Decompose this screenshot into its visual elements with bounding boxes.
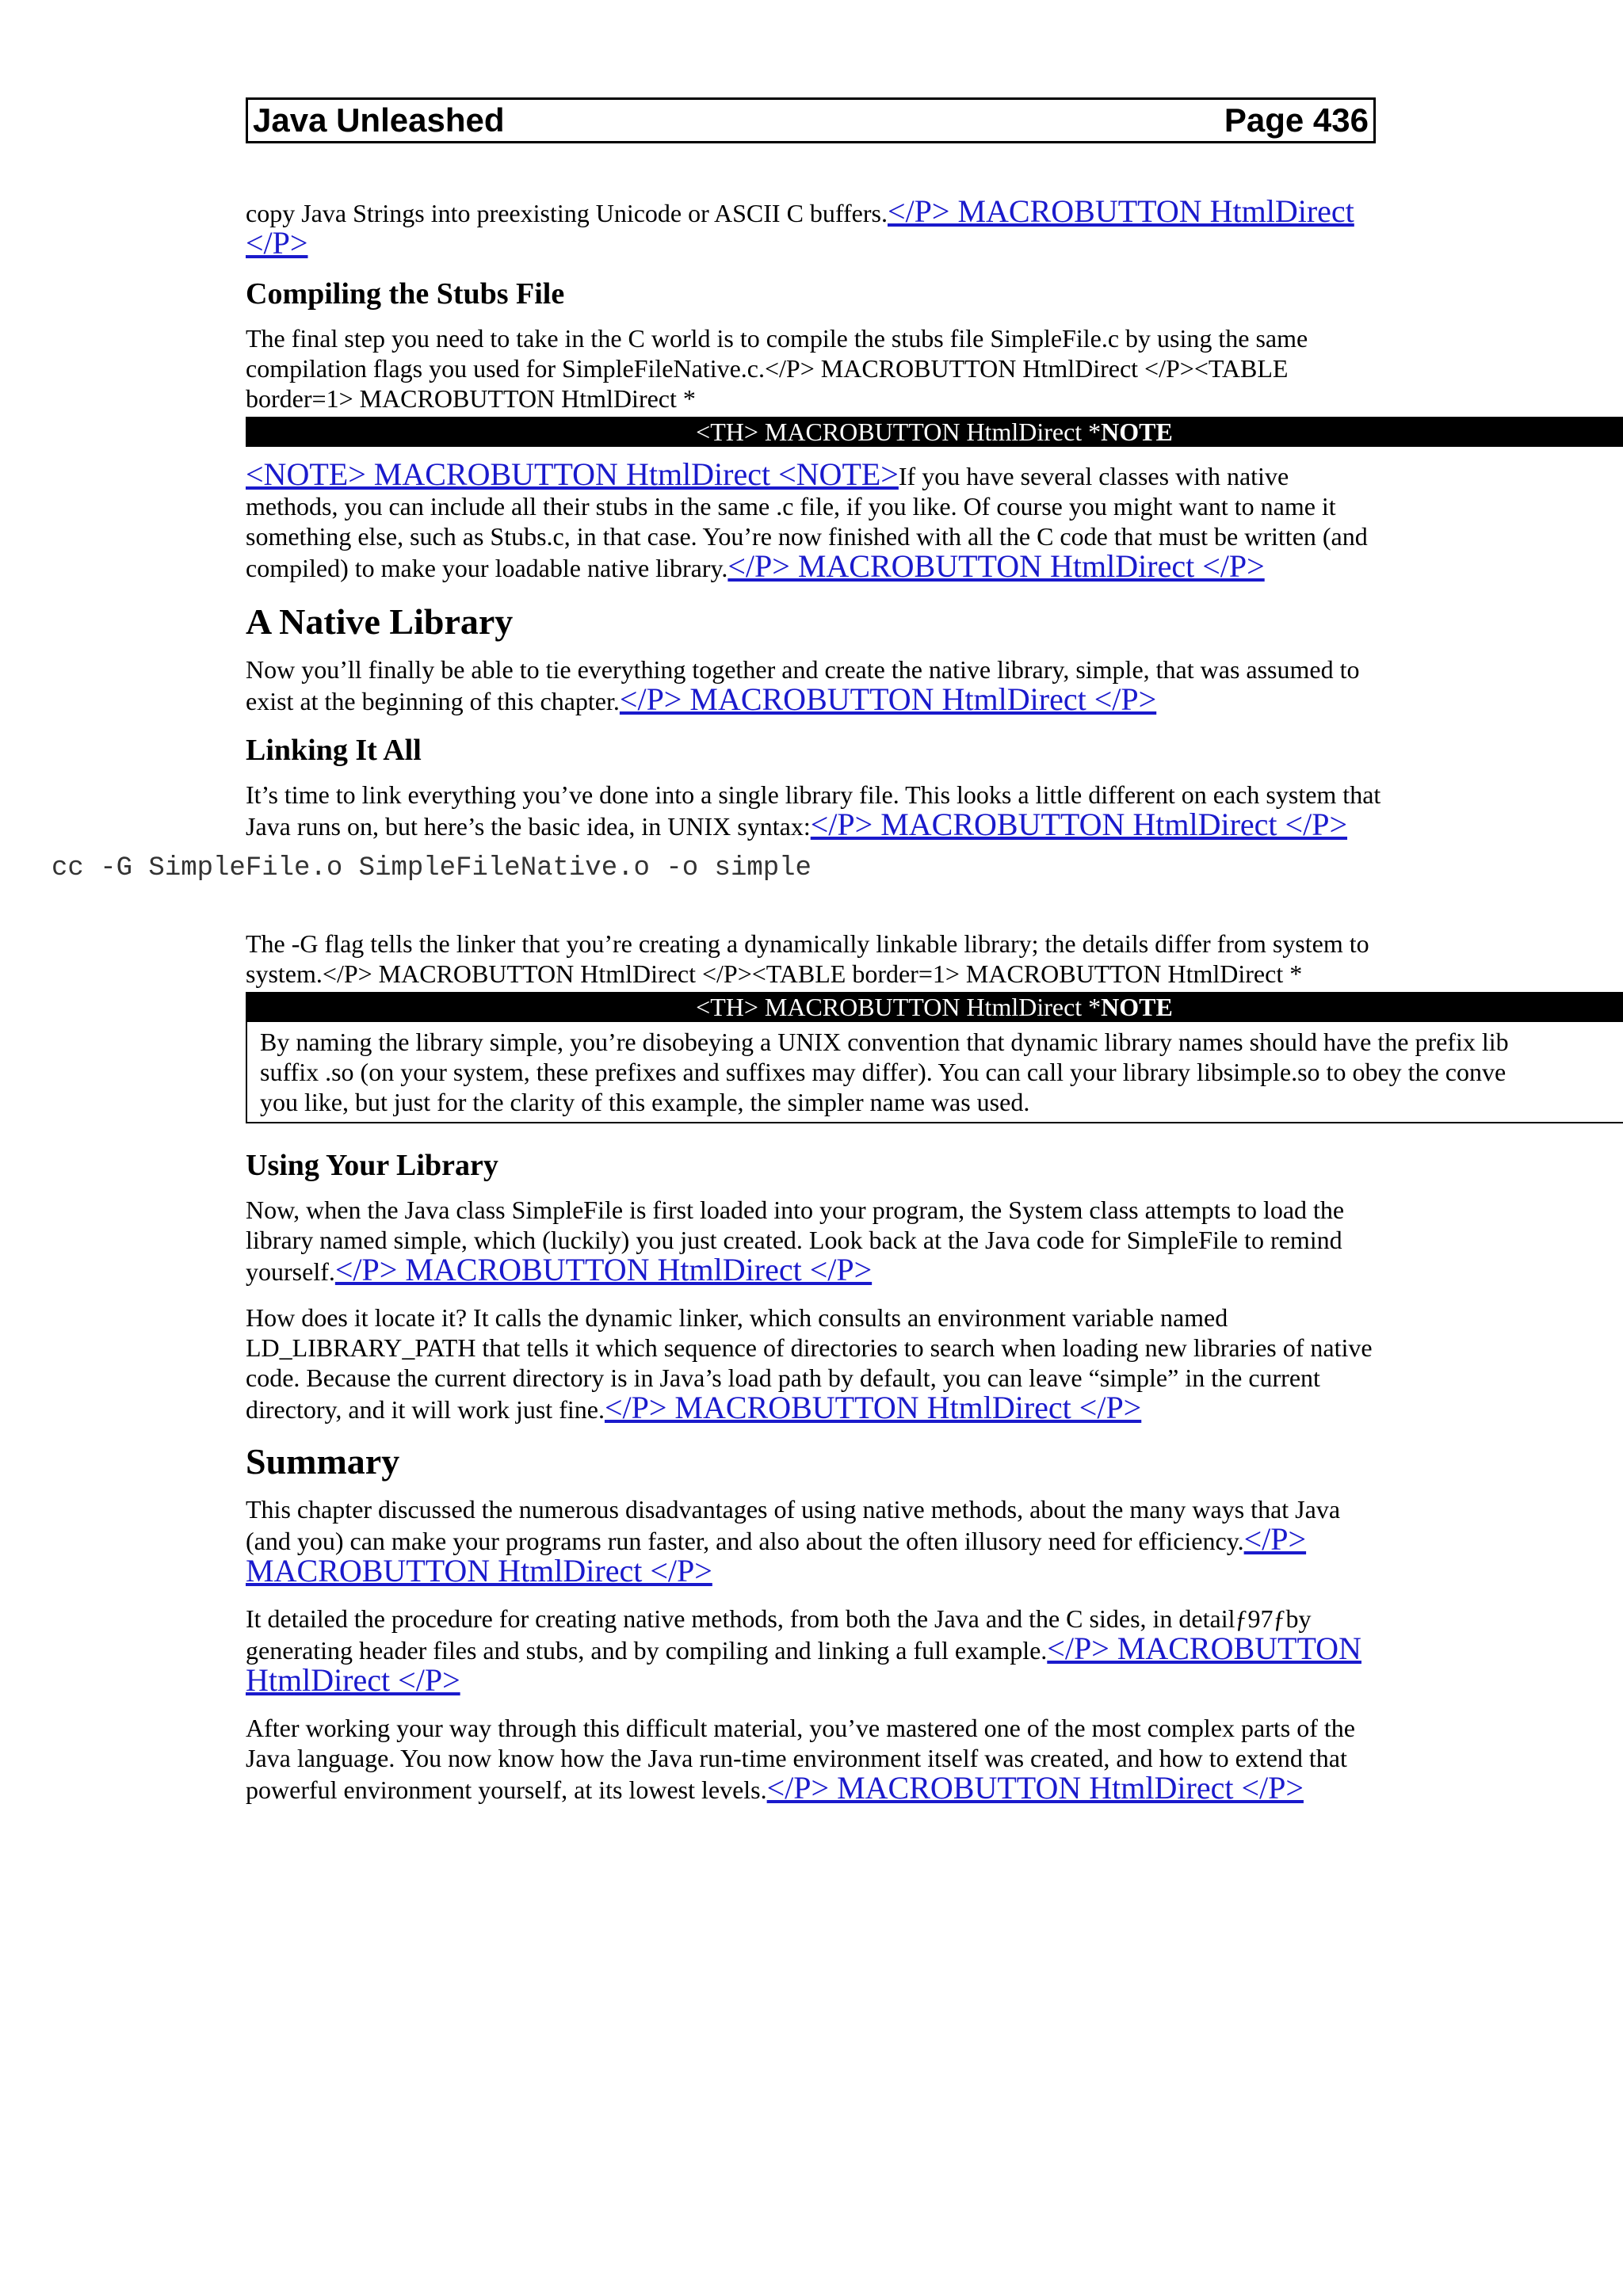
paragraph-text: After working your way through this difficult material, you’ve mastered one of the most complex parts of the Java language. You now know how the Java run-time environment itself was created, and how to extend that powerful environment yourself, at its lowest levels. [246, 1714, 1355, 1804]
macrobutton-link[interactable]: </P> MACROBUTTON HtmlDirect </P> [810, 807, 1348, 842]
page-number: Page 436 [1224, 101, 1369, 139]
macrobutton-link[interactable]: </P> MACROBUTTON HtmlDirect </P> [619, 681, 1157, 717]
note-bar-prefix: <TH> MACROBUTTON HtmlDirect * [696, 993, 1102, 1021]
macrobutton-link[interactable]: </P> MACROBUTTON HtmlDirect </P> [246, 193, 1354, 261]
page-header [246, 97, 1376, 143]
paragraph-summary-2 [246, 1604, 1385, 1697]
heading-compiling-stubs: Compiling the Stubs File [246, 277, 565, 311]
paragraph-intro [246, 193, 1385, 261]
heading-summary: Summary [246, 1441, 400, 1482]
paragraph-text: It detailed the procedure for creating native methods, from both the Java and the C sides, in detailƒ97ƒby generating header files and stubs, and by compiling and linking a full example. [246, 1604, 1312, 1665]
book-title: Java Unleashed [253, 101, 505, 139]
note-line: you like, but just for the clarity of this example, the simpler name was used. [260, 1088, 1030, 1116]
macrobutton-link[interactable]: </P> MACROBUTTON HtmlDirect </P> [604, 1390, 1142, 1425]
paragraph-native-library [246, 654, 1385, 716]
paragraph-g-flag: The -G flag tells the linker that you’re creating a dynamically linkable library; the details differ from system to system.</P> MACROBUTTON HtmlDirect </P><TABLE border=1> MACROBUTTON HtmlDirect * [246, 929, 1369, 988]
paragraph-text: Now you’ll finally be able to tie everything together and create the native library, simple, that was assumed to exist at the beginning of this chapter. [246, 655, 1360, 715]
paragraph-summary-3 [246, 1713, 1385, 1805]
macrobutton-link[interactable]: </P> MACROBUTTON HtmlDirect </P> [246, 1630, 1361, 1698]
note-paragraph [246, 456, 1385, 584]
note-bar-prefix: <TH> MACROBUTTON HtmlDirect * [696, 418, 1102, 446]
code-block: cc -G SimpleFile.o SimpleFileNative.o -o simple [52, 853, 812, 883]
paragraph-text: How does it locate it? It calls the dynamic linker, which consults an environment variable named LD_LIBRARY_PATH that tells it which sequence of directories to search when loading new libraries of native code. Because the current directory is in Java’s load path by default, you can leave “simple” in the current directory, and it will work just fine. [246, 1303, 1373, 1424]
heading-using-library: Using Your Library [246, 1149, 498, 1182]
paragraph-text: This chapter discussed the numerous disadvantages of using native methods, about the many ways that Java (and you) can make your programs run faster, and also about the often illusory need for efficiency. [246, 1495, 1341, 1555]
note-line: suffix .so (on your system, these prefixes and suffixes may differ). You can call your library libsimple.so to obey the conve [260, 1058, 1507, 1086]
paragraph-text: It’s time to link everything you’ve done into a single library file. This looks a little different on each system that Java runs on, but here’s the basic idea, in UNIX syntax: [246, 780, 1381, 841]
macrobutton-link[interactable]: </P> MACROBUTTON HtmlDirect </P> [246, 1521, 1307, 1589]
paragraph-text: Now, when the Java class SimpleFile is first loaded into your program, the System class attempts to load the library named simple, which (luckily) you just created. Look back at the Java code for SimpleFile to remind yourself. [246, 1196, 1345, 1286]
macrobutton-link[interactable]: </P> MACROBUTTON HtmlDirect </P> [334, 1252, 873, 1287]
paragraph-using-1 [246, 1195, 1385, 1287]
note-line: By naming the library simple, you’re disobeying a UNIX convention that dynamic library names should have the prefix lib [260, 1028, 1509, 1056]
note-header-bar [246, 417, 1623, 447]
note-bar-label: NOTE [1101, 418, 1173, 446]
paragraph-linking [246, 780, 1385, 841]
heading-native-library: A Native Library [246, 601, 514, 642]
paragraph-text: copy Java Strings into preexisting Unicode or ASCII C buffers. [246, 199, 888, 227]
paragraph-summary-1 [246, 1494, 1385, 1588]
paragraph-using-2 [246, 1302, 1385, 1425]
paragraph-stubs: The final step you need to take in the C world is to compile the stubs file SimpleFile.c by using the same compilation flags you used for SimpleFileNative.c.</P> MACROBUTTON HtmlDirect </P><TABLE border=1> MACROBUTTON HtmlDirect * [246, 324, 1308, 413]
note-macrobutton-link[interactable]: <NOTE> MACROBUTTON HtmlDirect <NOTE> [246, 456, 899, 492]
note-header-bar [246, 992, 1623, 1022]
heading-linking: Linking It All [246, 734, 422, 767]
note-table-cell [246, 1022, 1623, 1123]
page-content [52, 193, 1509, 1821]
macrobutton-link[interactable]: </P> MACROBUTTON HtmlDirect </P> [766, 1770, 1304, 1806]
macrobutton-link[interactable]: </P> MACROBUTTON HtmlDirect </P> [727, 548, 1265, 584]
note-text: If you have several classes with native methods, you can include all their stubs in the same .c file, if you like. Of course you might want to name it something else, such as Stubs.c, in that case. You’re now finished with all the C code that must be written (and compiled) to make your loadable native library. [246, 462, 1368, 582]
note-bar-label: NOTE [1101, 993, 1173, 1021]
